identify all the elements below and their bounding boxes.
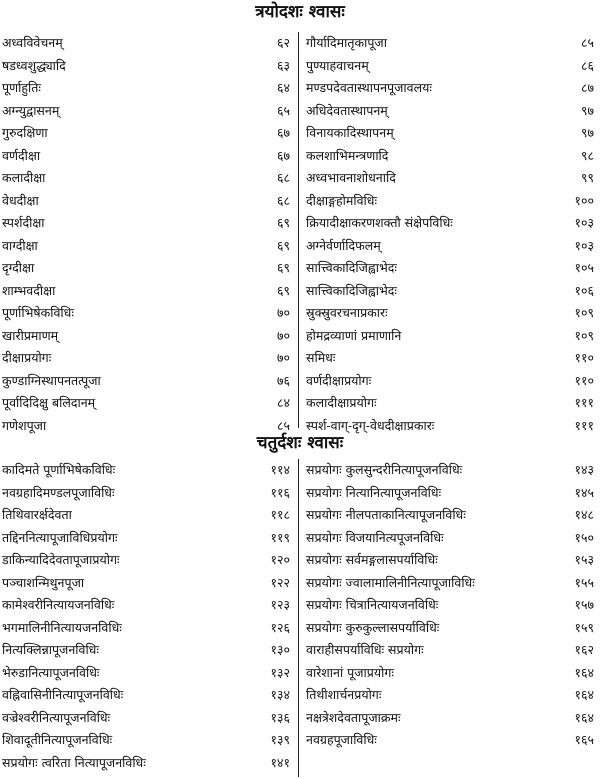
toc-entry-page-number: १६४	[574, 709, 594, 725]
toc-entry-title: सप्रयोगः चित्रानित्यायजनविधिः	[306, 597, 439, 612]
toc-entry-title: क्रियादीक्षाकरणशक्तौ संक्षेपविधिः	[306, 215, 453, 230]
toc-entry-page-number: ८७	[580, 80, 594, 95]
toc-entry	[2, 549, 294, 572]
toc-entry-title: सप्रयोगः ज्वालामालिनीनित्यापूजाविधिः	[306, 574, 475, 590]
toc-entry-title: सप्रयोगः नित्यानित्यापूजनविधिः	[306, 484, 442, 500]
toc-entry	[306, 77, 598, 100]
toc-entry	[306, 662, 598, 685]
toc-entry-title: पुण्याहवाचनम्	[306, 57, 369, 73]
section1-right-column	[306, 32, 598, 437]
toc-entry-page-number: १०६	[574, 282, 594, 298]
toc-entry-title: स्पर्श-वाग्-दृग्-वेधदीक्षाप्रकारः	[306, 417, 435, 433]
toc-entry	[2, 212, 294, 235]
toc-entry-title: स्पर्शदीक्षा	[2, 215, 45, 230]
toc-entry-title: पूर्णाभिषेकविधिः	[2, 305, 74, 320]
toc-entry-page-number: १४१	[270, 754, 290, 770]
toc-entry-page-number: १५९	[574, 619, 594, 635]
toc-entry-title: गुरुदक्षिणा	[2, 125, 48, 140]
toc-entry	[2, 684, 294, 707]
toc-entry-page-number: १६४	[574, 687, 594, 702]
toc-entry-title: कलशाभिमन्त्रणादि	[306, 147, 389, 163]
toc-entry-page-number: ६९	[276, 260, 290, 275]
toc-entry-title: नवग्रहपूजाविधिः	[306, 732, 377, 747]
toc-entry	[2, 347, 294, 370]
toc-entry	[306, 572, 598, 595]
toc-entry-title: मण्डपदेवतास्थापनपूजावलयः	[306, 80, 432, 95]
toc-entry-page-number: ६९	[276, 282, 290, 298]
toc-entry	[306, 527, 598, 550]
toc-entry-title: गणेशपूजा	[2, 417, 47, 433]
toc-entry-page-number: १००	[574, 192, 594, 208]
toc-entry-title: सप्रयोगः विजयानित्यपूजनविधिः	[306, 529, 444, 545]
toc-entry-page-number: १४५	[574, 484, 594, 500]
toc-entry-title: सप्रयोगः त्वरिता नित्यापूजनविधिः	[2, 754, 146, 770]
section1-left-column	[2, 32, 294, 437]
toc-entry-page-number: ६९	[276, 237, 290, 253]
toc-entry-title: खारीप्रमाणम्	[2, 327, 59, 343]
toc-entry-title: सात्त्विकादिजिह्वाभेदः	[306, 282, 397, 298]
toc-entry-page-number: १२६	[270, 619, 290, 635]
toc-entry	[306, 280, 598, 303]
section1-heading: त्रयोदशः श्वासः	[255, 2, 345, 22]
toc-entry	[306, 167, 598, 190]
toc-entry-page-number: १०९	[574, 327, 594, 343]
toc-entry-page-number: ८५	[580, 35, 594, 50]
toc-entry	[2, 392, 294, 415]
toc-entry-page-number: ६८	[276, 192, 290, 208]
toc-entry	[2, 617, 294, 640]
section2-left-column	[2, 459, 294, 774]
toc-entry-title: गौर्यादिमातृकापूजा	[306, 35, 387, 50]
toc-entry	[2, 594, 294, 617]
toc-entry	[306, 145, 598, 168]
toc-entry-page-number: १५३	[574, 552, 594, 567]
toc-entry	[306, 459, 598, 482]
toc-entry-page-number: १३०	[270, 642, 290, 657]
toc-entry-title: कामेश्वरीनित्यायजनविधिः	[2, 597, 115, 612]
section2-right-column	[306, 459, 598, 752]
toc-entry	[306, 100, 598, 123]
toc-entry-title: सप्रयोगः कुलसुन्दरीनित्यापूजनविधिः	[306, 462, 463, 477]
toc-entry-title: वर्णदीक्षा	[2, 147, 41, 163]
toc-entry-title: शाम्भवदीक्षा	[2, 282, 56, 298]
toc-entry	[306, 729, 598, 752]
toc-entry-title: नित्यक्लिन्नापूजनविधिः	[2, 642, 99, 657]
toc-entry-title: वर्णदीक्षाप्रयोगः	[306, 372, 372, 388]
toc-entry-title: वह्निवासिनीनित्यापूजनविधिः	[2, 687, 124, 702]
toc-entry-page-number: १४८	[574, 507, 594, 522]
toc-entry-page-number: १५५	[574, 574, 594, 590]
toc-entry-page-number: १३२	[270, 664, 290, 680]
toc-entry-page-number: १०५	[574, 260, 594, 275]
toc-entry	[2, 504, 294, 527]
toc-entry-page-number: १२०	[270, 552, 290, 567]
toc-entry-page-number: १३९	[270, 732, 290, 747]
toc-entry	[306, 617, 598, 640]
toc-entry	[306, 370, 598, 393]
toc-entry	[2, 145, 294, 168]
toc-entry	[306, 594, 598, 617]
toc-entry	[2, 100, 294, 123]
toc-entry-page-number: १३४	[270, 687, 290, 702]
toc-entry-page-number: ६३	[276, 57, 290, 73]
toc-entry-title: दीक्षाप्रयोगः	[2, 350, 52, 365]
toc-entry-page-number: १०३	[574, 237, 594, 253]
toc-entry-page-number: ८४	[276, 395, 290, 410]
toc-entry	[306, 347, 598, 370]
toc-entry	[306, 257, 598, 280]
toc-entry-title: षडध्वशुद्ध्यादि	[2, 57, 66, 73]
toc-entry-page-number: ११०	[574, 372, 594, 388]
toc-entry-title: दीक्षाङ्गहोमविधिः	[306, 192, 377, 208]
toc-entry-title: भेरुडानित्यापूजनविधिः	[2, 664, 100, 680]
toc-entry-title: वज्रेश्वरीनित्यापूजनविधिः	[2, 709, 111, 725]
toc-entry-title: कलादीक्षा	[2, 170, 46, 185]
toc-entry	[2, 707, 294, 730]
toc-entry-title: नक्षत्रेशदेवतापूजाक्रमः	[306, 709, 401, 725]
toc-entry-title: शिवादूतीनित्यापूजनविधिः	[2, 732, 113, 747]
toc-entry-title: होमद्रव्याणां प्रमाणानि	[306, 327, 402, 343]
section1-contents	[0, 32, 600, 433]
toc-entry	[2, 257, 294, 280]
toc-entry	[306, 212, 598, 235]
toc-entry-title: पूर्वादिदिक्षु बलिदानम्	[2, 395, 96, 410]
toc-entry	[2, 482, 294, 505]
toc-entry	[2, 325, 294, 348]
toc-entry-title: पूर्णाहुतिः	[2, 80, 41, 95]
toc-entry-title: तद्दिननित्यापूजाविधिप्रयोगः	[2, 529, 118, 545]
toc-entry-page-number: १२३	[270, 597, 290, 612]
toc-entry-page-number: १३६	[270, 709, 290, 725]
toc-entry-title: वाराहीसपर्याविधिः सप्रयोगः	[306, 642, 424, 657]
toc-entry-title: नवग्रहादिमण्डलपूजाविधिः	[2, 484, 115, 500]
toc-entry	[2, 167, 294, 190]
toc-entry-page-number: १६४	[574, 664, 594, 680]
toc-entry-page-number: १११	[574, 395, 594, 410]
toc-entry-page-number: ११०	[574, 350, 594, 365]
toc-entry-title: वेधदीक्षा	[2, 192, 39, 208]
toc-entry	[2, 662, 294, 685]
section2-contents	[0, 459, 600, 777]
toc-entry-title: सप्रयोगः सर्वमङ्गलासपर्याविधिः	[306, 552, 438, 567]
toc-entry	[2, 32, 294, 55]
toc-entry-page-number: ९७	[580, 125, 594, 140]
toc-entry-title: सात्त्विकादिजिह्वाभेदः	[306, 260, 397, 275]
toc-entry-title: स्रुक्स्रुवरचनाप्रकारः	[306, 305, 388, 320]
toc-entry	[2, 639, 294, 662]
toc-entry	[306, 55, 598, 78]
toc-entry-page-number: १०९	[574, 305, 594, 320]
toc-entry-page-number: ६८	[276, 170, 290, 185]
toc-entry	[2, 55, 294, 78]
toc-entry-title: तिथिवारर्क्षदेवता	[2, 507, 72, 522]
toc-entry-title: सप्रयोगः नीलपताकानित्यापूजनविधिः	[306, 507, 466, 522]
toc-entry-page-number: ६७	[276, 147, 290, 163]
toc-entry-page-number: १५०	[574, 529, 594, 545]
toc-entry-title: कादिमते पूर्णाभिषेकविधिः	[2, 462, 116, 477]
toc-entry	[2, 527, 294, 550]
toc-entry	[306, 235, 598, 258]
toc-entry	[306, 549, 598, 572]
toc-entry-page-number: ९७	[580, 102, 594, 118]
toc-entry-title: कलादीक्षाप्रयोगः	[306, 395, 377, 410]
toc-entry-page-number: ९८	[580, 147, 594, 163]
toc-entry-title: अध्वभावनाशोधनादि	[306, 170, 396, 185]
toc-entry	[2, 370, 294, 393]
toc-entry-page-number: १५७	[574, 597, 594, 612]
toc-entry-page-number: १६५	[574, 732, 594, 747]
section2-heading: चतुर्दशः श्वासः	[256, 433, 344, 453]
toc-entry-page-number: ११९	[270, 529, 290, 545]
toc-entry	[2, 235, 294, 258]
toc-entry-page-number: १०३	[574, 215, 594, 230]
toc-entry-title: डाकिन्यादिदेवतापूजाप्रयोगः	[2, 552, 120, 567]
toc-entry-title: समिधः	[306, 350, 336, 365]
toc-entry	[306, 122, 598, 145]
toc-entry-title: वाग्दीक्षा	[2, 237, 38, 253]
toc-entry-title: सप्रयोगः कुरुकुल्लासपर्याविधिः	[306, 619, 440, 635]
toc-entry	[2, 729, 294, 752]
toc-entry-title: पञ्चाशन्मिथुनपूजा	[2, 574, 85, 590]
toc-entry-title: अग्नेर्वर्णादिफलम्	[306, 237, 381, 253]
toc-entry-page-number: ७०	[276, 305, 290, 320]
toc-entry-title: भगमालिनीनित्यायजनविधिः	[2, 619, 122, 635]
toc-entry	[306, 325, 598, 348]
toc-entry-page-number: १११	[574, 417, 594, 433]
toc-entry-page-number: ६९	[276, 215, 290, 230]
toc-entry	[306, 392, 598, 415]
toc-entry	[2, 122, 294, 145]
toc-entry-title: दृग्दीक्षा	[2, 260, 35, 275]
toc-entry-page-number: ७०	[276, 327, 290, 343]
toc-entry	[306, 482, 598, 505]
toc-entry	[306, 32, 598, 55]
toc-entry-title: तिथीशार्चनप्रयोगः	[306, 687, 382, 702]
toc-entry-page-number: १४३	[574, 462, 594, 477]
toc-entry-title: अध्वविवेचनम्	[2, 35, 63, 50]
toc-entry-title: वारेशानां पूजाप्रयोगः	[306, 664, 394, 680]
toc-entry-page-number: ९९	[580, 170, 594, 185]
toc-entry	[306, 504, 598, 527]
toc-entry-page-number: ६७	[276, 125, 290, 140]
toc-entry-page-number: ११६	[270, 484, 290, 500]
toc-entry-page-number: ७०	[276, 350, 290, 365]
toc-entry-page-number: ६४	[276, 80, 290, 95]
toc-entry	[306, 302, 598, 325]
toc-entry-title: अग्न्युद्वासनम्	[2, 102, 60, 118]
toc-entry	[2, 302, 294, 325]
toc-entry-page-number: १६२	[574, 642, 594, 657]
toc-entry	[2, 752, 294, 775]
column-divider	[298, 32, 299, 428]
toc-entry	[306, 190, 598, 213]
toc-entry-page-number: ११८	[270, 507, 290, 522]
toc-entry	[306, 639, 598, 662]
toc-entry-page-number: ६५	[276, 102, 290, 118]
toc-entry	[2, 280, 294, 303]
column-divider	[298, 459, 299, 777]
toc-entry-page-number: ८५	[276, 417, 290, 433]
toc-entry-page-number: ११४	[270, 462, 290, 477]
toc-entry-page-number: ७६	[276, 372, 290, 388]
toc-entry-page-number: ६२	[276, 35, 290, 50]
toc-entry	[2, 572, 294, 595]
toc-entry	[306, 684, 598, 707]
toc-entry-title: अधिदेवतास्थापनम्	[306, 102, 388, 118]
toc-entry-page-number: १२२	[270, 574, 290, 590]
toc-entry	[2, 190, 294, 213]
toc-entry-title: कुण्डाग्निस्थापनतत्पूजा	[2, 372, 101, 388]
toc-entry	[306, 707, 598, 730]
toc-entry	[2, 77, 294, 100]
toc-entry	[2, 459, 294, 482]
toc-entry-page-number: ८६	[580, 57, 594, 73]
toc-entry-title: विनायकादिस्थापनम्	[306, 125, 394, 140]
